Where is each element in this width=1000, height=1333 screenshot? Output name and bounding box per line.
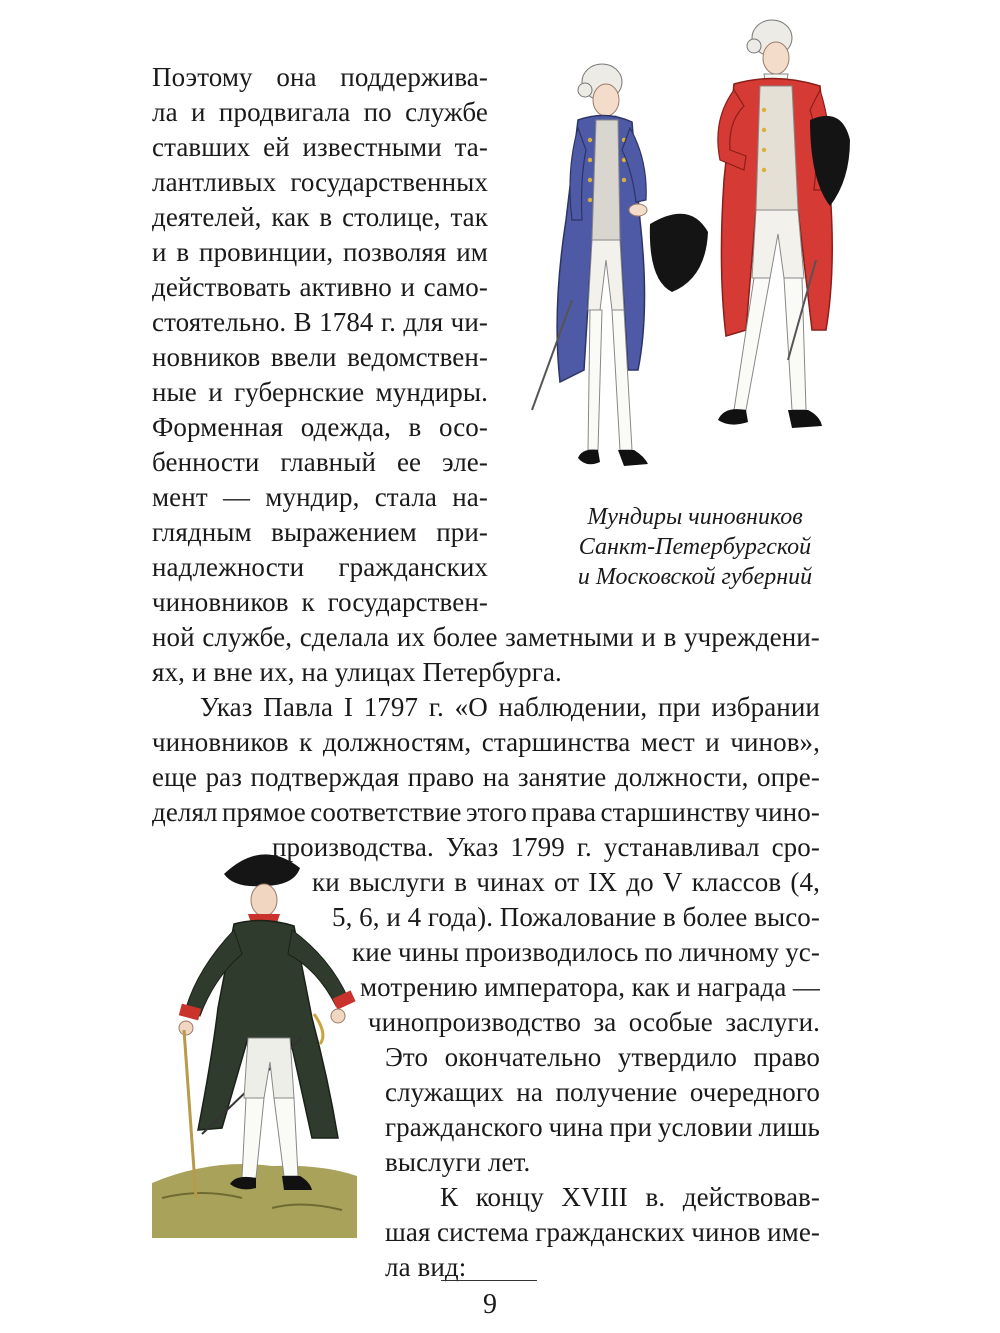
word: служащих <box>385 1077 504 1107</box>
word: подтверждая <box>250 762 400 792</box>
text-line <box>332 900 820 934</box>
word: высо- <box>754 902 820 932</box>
caption-line: Мундиры чиновников <box>587 504 803 530</box>
word: гражданских <box>535 1217 685 1247</box>
word: раз <box>205 762 243 792</box>
word: учреждени- <box>684 622 820 652</box>
word: г. <box>428 692 444 722</box>
official-blue-uniform <box>532 64 708 466</box>
word: стоятельно. <box>152 307 287 337</box>
word: соответствие <box>310 797 462 827</box>
word: чины <box>397 937 460 967</box>
text-line <box>152 340 488 374</box>
word: кие <box>352 937 392 967</box>
text-line <box>360 970 820 1004</box>
word: активно <box>299 272 392 302</box>
word: ки <box>312 867 340 897</box>
word: глядным <box>152 517 252 547</box>
text-line <box>152 165 488 199</box>
word: право <box>753 1042 820 1072</box>
word: в <box>319 202 333 232</box>
word: классов <box>691 867 782 897</box>
word: императора, <box>484 972 626 1002</box>
word: личному <box>678 937 780 967</box>
word: новников <box>152 342 261 372</box>
word: государствен- <box>327 587 488 617</box>
word: чи- <box>450 307 488 337</box>
word: известными <box>302 132 442 162</box>
word: столице, <box>342 202 441 232</box>
word: службе <box>405 97 488 127</box>
word: ус- <box>785 937 820 967</box>
word: и <box>676 972 691 1002</box>
word: Пожалование <box>499 902 657 932</box>
word: как <box>271 202 310 232</box>
word: старшинству <box>600 797 751 827</box>
word: занятие <box>517 762 607 792</box>
word: государственных <box>290 167 488 197</box>
word: губернские <box>234 377 365 407</box>
word: условии <box>657 1112 753 1142</box>
word: и <box>705 727 720 757</box>
text-line <box>152 130 488 164</box>
word: г. <box>576 832 592 862</box>
word: производства. <box>272 832 434 862</box>
text-line <box>152 795 820 829</box>
text-line <box>385 1110 820 1144</box>
word: делял <box>152 797 218 827</box>
caption-line: и Московской губерний <box>577 564 813 590</box>
text-line <box>152 200 488 234</box>
word: заметными <box>505 622 634 652</box>
word: чиновников <box>152 727 289 757</box>
page-number-rule <box>441 1280 537 1281</box>
word: мест <box>640 727 695 757</box>
word: действовать <box>152 272 291 302</box>
word: шая <box>385 1217 431 1247</box>
word: концу <box>475 1182 544 1212</box>
word: при <box>658 692 701 722</box>
word: выражением <box>271 517 417 547</box>
text-line: выслуги лет. <box>385 1147 531 1177</box>
word: действовав- <box>682 1182 820 1212</box>
word: чинов <box>691 1217 761 1247</box>
word: этого <box>465 797 527 827</box>
word: она <box>276 62 317 92</box>
word: получение <box>555 1077 678 1107</box>
word: ввели <box>270 342 337 372</box>
word: выслуги <box>348 867 446 897</box>
text-line <box>152 760 820 794</box>
word: — <box>222 482 251 512</box>
text-line <box>152 305 488 339</box>
text-line <box>200 690 820 724</box>
text-line <box>385 1040 820 1074</box>
word: при- <box>436 517 488 547</box>
illustration-caption <box>545 502 845 592</box>
word: мотрению <box>360 972 478 1002</box>
text-line <box>312 865 820 899</box>
word: (4, <box>790 867 820 897</box>
word: провинции, <box>199 237 334 267</box>
word: так <box>450 202 488 232</box>
word: та- <box>454 132 488 162</box>
word: Это <box>385 1042 429 1072</box>
word: V <box>662 867 683 897</box>
word: бенности <box>152 447 260 477</box>
word: ведомствен- <box>347 342 488 372</box>
word: ла <box>152 97 178 127</box>
word: при <box>609 1112 653 1142</box>
word: на- <box>452 482 488 512</box>
word: и <box>386 902 401 932</box>
text-line: ях, и вне их, на улицах Петербурга. <box>152 657 562 687</box>
word: по <box>644 937 673 967</box>
word: за <box>593 1007 617 1037</box>
text-line <box>152 480 488 514</box>
word: мундиры. <box>375 377 488 407</box>
word: их <box>396 622 426 652</box>
word: надлежности <box>152 552 305 582</box>
word: ной <box>152 622 195 652</box>
uniforms-illustration <box>520 10 850 500</box>
word: име- <box>767 1217 820 1247</box>
word: к <box>299 727 313 757</box>
text-line <box>152 95 488 129</box>
word: особые <box>628 1007 713 1037</box>
text-line <box>152 270 488 304</box>
word: устанавливал <box>603 832 760 862</box>
word: еще <box>152 762 198 792</box>
word: I <box>343 692 353 722</box>
word: поддержива- <box>340 62 488 92</box>
text-line <box>368 1005 820 1039</box>
official-red-uniform <box>718 20 850 428</box>
word: ей <box>263 132 290 162</box>
word: старшинства <box>481 727 631 757</box>
text-line <box>152 60 488 94</box>
word: XVIII <box>561 1182 628 1212</box>
word: заслуги. <box>725 1007 820 1037</box>
word: само- <box>423 272 488 302</box>
word: на <box>516 1077 543 1107</box>
word: и <box>191 97 206 127</box>
word: ставших <box>152 132 251 162</box>
word: в <box>454 867 468 897</box>
word: IX <box>588 867 618 897</box>
word: награда <box>697 972 787 1002</box>
word: 1797 <box>363 692 419 722</box>
word: Поэтому <box>152 62 253 92</box>
word: в. <box>645 1182 666 1212</box>
word: Указ <box>445 832 499 862</box>
word: право <box>407 762 475 792</box>
word: ные <box>152 377 197 407</box>
word: от <box>554 867 580 897</box>
word: Указ <box>200 692 253 722</box>
word: производилось <box>465 937 639 967</box>
word: должности, <box>614 762 749 792</box>
text-line <box>152 585 488 619</box>
word: мент <box>152 482 208 512</box>
text-line <box>272 830 820 864</box>
word: и <box>400 272 416 302</box>
word: одежда, <box>300 412 392 442</box>
word: опре- <box>757 762 820 792</box>
text-line <box>385 1075 820 1109</box>
word: главный <box>280 447 377 477</box>
text-line <box>352 935 820 969</box>
word: эле- <box>442 447 488 477</box>
word: гражданских <box>338 552 488 582</box>
word: 5, <box>332 902 353 932</box>
word: система <box>437 1217 529 1247</box>
text-line <box>152 620 820 654</box>
word: окончательно <box>444 1042 602 1072</box>
word: сделала <box>299 622 390 652</box>
word: 4 <box>407 902 422 932</box>
word: до <box>626 867 654 897</box>
word: как <box>631 972 670 1002</box>
word: им <box>456 237 488 267</box>
word: чино- <box>754 797 820 827</box>
caption-line: Санкт-Петербургской <box>578 534 812 560</box>
word: избрании <box>711 692 820 722</box>
text-line <box>152 725 820 759</box>
word: лишь <box>758 1112 820 1142</box>
word: в <box>176 237 190 267</box>
word: чинопроизводство <box>368 1007 582 1037</box>
text-line <box>385 1215 820 1249</box>
text-line <box>152 550 488 584</box>
word: к <box>301 587 315 617</box>
word: утвердило <box>617 1042 737 1072</box>
word: лантливых <box>152 167 277 197</box>
word: для <box>403 307 444 337</box>
word: более <box>682 902 748 932</box>
word: в <box>663 622 677 652</box>
word: — <box>792 972 820 1002</box>
word: Павла <box>263 692 334 722</box>
word: более <box>432 622 498 652</box>
word: «О <box>454 692 488 722</box>
word: наблюдении, <box>498 692 648 722</box>
word: чиновников <box>152 587 289 617</box>
text-line: ла вид: <box>385 1252 467 1282</box>
word: К <box>440 1182 459 1212</box>
word: осо- <box>438 412 488 442</box>
word: В <box>293 307 312 337</box>
word: прямое <box>222 797 306 827</box>
word: и <box>152 237 167 267</box>
text-line <box>440 1180 820 1214</box>
word: стала <box>374 482 437 512</box>
text-line <box>152 235 488 269</box>
word: 6, <box>359 902 380 932</box>
word: должностям, <box>322 727 472 757</box>
word: продвигала <box>218 97 351 127</box>
word: 1799 <box>510 832 565 862</box>
word: очередного <box>689 1077 820 1107</box>
word: года). <box>427 902 494 932</box>
word: 1784 <box>319 307 374 337</box>
word: чинах <box>476 867 545 897</box>
word: в <box>663 902 676 932</box>
word: деятелей, <box>152 202 262 232</box>
word: на <box>482 762 510 792</box>
text-line <box>152 515 488 549</box>
word: Форменная <box>152 412 284 442</box>
word: г. <box>380 307 396 337</box>
word: ее <box>396 447 422 477</box>
word: сро- <box>771 832 820 862</box>
word: чина <box>548 1112 604 1142</box>
word: мундир, <box>265 482 360 512</box>
word: и <box>641 622 656 652</box>
word: службе, <box>202 622 293 652</box>
word: позволяя <box>343 237 447 267</box>
page-number: 9 <box>483 1289 497 1320</box>
word: гражданского <box>385 1112 543 1142</box>
word: по <box>363 97 392 127</box>
word: в <box>408 412 422 442</box>
word: чинов», <box>730 727 820 757</box>
word: и <box>208 377 223 407</box>
text-line <box>152 410 488 444</box>
text-line <box>152 445 488 479</box>
word: права <box>531 797 597 827</box>
text-line <box>152 375 488 409</box>
